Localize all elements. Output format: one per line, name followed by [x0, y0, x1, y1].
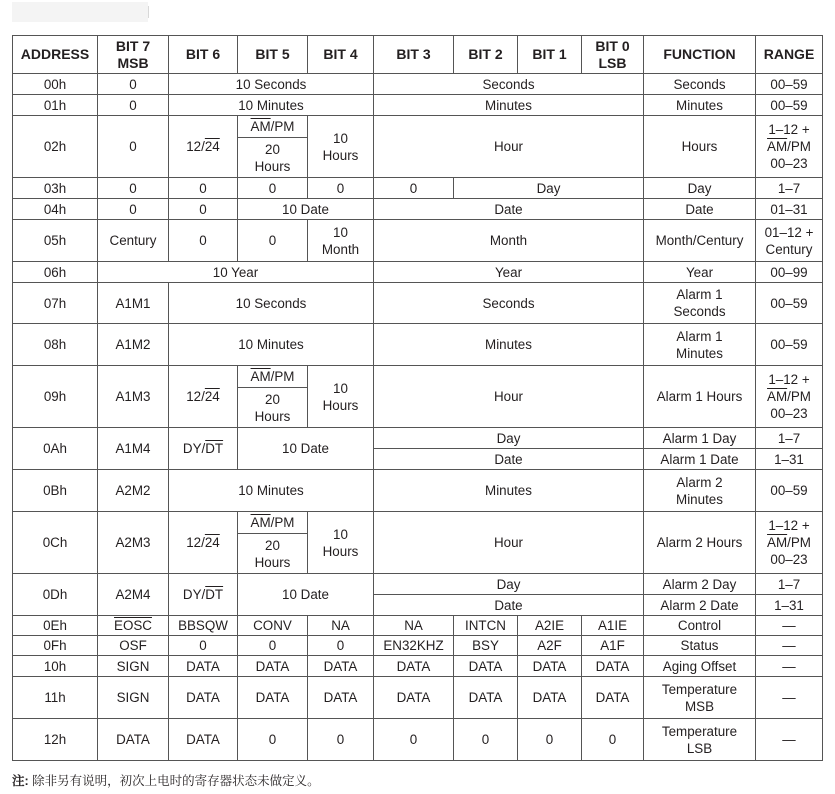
lower-field-cell: Minutes	[374, 95, 644, 116]
lower-field-cell: Month	[374, 220, 644, 262]
table-row	[13, 220, 823, 262]
address-cell: 06h	[13, 262, 98, 283]
range-cell: —	[756, 677, 823, 719]
dy-label: DY/	[182, 441, 206, 456]
range-cell	[756, 116, 823, 178]
table-row	[13, 470, 823, 512]
address-cell: 0Eh	[13, 616, 98, 636]
bit1-cell: A2IE	[518, 616, 582, 636]
function-cell: Alarm 1 Date	[644, 449, 756, 470]
bit6-cell: 0	[169, 178, 238, 199]
upper-field-cell: 10 Seconds	[169, 74, 374, 95]
upper-field-cell: 10 Year	[98, 262, 374, 283]
bit0-cell: DATA	[582, 656, 644, 677]
bit0-cell: A1IE	[582, 616, 644, 636]
bit4-cell: DATA	[308, 656, 374, 677]
bit6-cell	[169, 428, 238, 470]
pm-label: /PM	[270, 119, 295, 134]
bit7-cell: A2M4	[98, 574, 169, 616]
range-cell: 00–59	[756, 95, 823, 116]
address-cell: 09h	[13, 366, 98, 428]
upper-field-cell: 10 Minutes	[169, 95, 374, 116]
function-cell: Minutes	[644, 95, 756, 116]
header-bit2: BIT 2	[454, 36, 518, 74]
range-line: 1–12 +	[768, 122, 810, 137]
function-cell: Alarm 2 Day	[644, 574, 756, 595]
address-cell: 0Bh	[13, 470, 98, 512]
function-cell: Status	[644, 636, 756, 656]
bit4-cell: 10 Hours	[308, 512, 374, 574]
am-label: $\overline{AM}$	[250, 369, 271, 384]
bit4-cell: 10 Hours	[308, 366, 374, 428]
lower-field-cell: Seconds	[374, 283, 644, 324]
bit7-cell: OSF	[98, 636, 169, 656]
function-cell: Alarm 2 Hours	[644, 512, 756, 574]
bit5-cell: DATA	[238, 677, 308, 719]
bit5-cell: 20 Hours	[238, 138, 308, 178]
bit0-cell: 0	[582, 719, 644, 761]
bit3-cell: 0	[374, 178, 454, 199]
bit7-cell: 0	[98, 95, 169, 116]
table-row	[13, 283, 823, 324]
bit3-cell: DATA	[374, 656, 454, 677]
table-row	[13, 324, 823, 366]
function-cell: Alarm 1 Hours	[644, 366, 756, 428]
range-cell: 1–7	[756, 178, 823, 199]
bit6-cell	[169, 366, 238, 428]
lower-field-cell: Date	[374, 199, 644, 220]
dt-label: $\overline{DT}$	[205, 587, 224, 602]
function-cell: Temperature MSB	[644, 677, 756, 719]
ampm-cell	[238, 366, 308, 388]
range-line: 00–23	[770, 156, 808, 171]
range-line: 00–23	[770, 406, 808, 421]
table-row	[13, 512, 823, 534]
header-bit4: BIT 4	[308, 36, 374, 74]
table-row	[13, 428, 823, 449]
function-cell: Alarm 2 Minutes	[644, 470, 756, 512]
bit4-cell: 0	[308, 178, 374, 199]
lower-field-cell: Seconds	[374, 74, 644, 95]
bit7-cell: A1M4	[98, 428, 169, 470]
header-function: FUNCTION	[644, 36, 756, 74]
range-cell: —	[756, 719, 823, 761]
range-line: 1–12 +	[768, 372, 810, 387]
address-cell: 12h	[13, 719, 98, 761]
header-bit0: BIT 0 LSB	[582, 36, 644, 74]
function-cell: Hours	[644, 116, 756, 178]
function-cell: Aging Offset	[644, 656, 756, 677]
range-cell: 00–59	[756, 470, 823, 512]
address-cell: 0Dh	[13, 574, 98, 616]
footnote-label: 注:	[12, 774, 29, 788]
table-row	[13, 262, 823, 283]
lower-field-cell: Minutes	[374, 470, 644, 512]
bit2-cell: INTCN	[454, 616, 518, 636]
address-cell: 11h	[13, 677, 98, 719]
header-bit6: BIT 6	[169, 36, 238, 74]
bit7-cell: 0	[98, 178, 169, 199]
bit6-cell: DATA	[169, 719, 238, 761]
range-cell: —	[756, 656, 823, 677]
range-cell: —	[756, 616, 823, 636]
bit5-cell: 0	[238, 719, 308, 761]
header-bit5: BIT 5	[238, 36, 308, 74]
upper-field-cell: 10 Date	[238, 574, 374, 616]
am-label: $\overline{AM}$	[250, 119, 271, 134]
function-cell: Alarm 1 Day	[644, 428, 756, 449]
bit4-cell: 0	[308, 636, 374, 656]
bit3-cell: DATA	[374, 677, 454, 719]
bit3-cell: EN32KHZ	[374, 636, 454, 656]
am-label: $\overline{AM}$	[250, 515, 271, 530]
bit5-cell: 20 Hours	[238, 388, 308, 428]
upper-field-cell: 10 Minutes	[169, 324, 374, 366]
bit1-cell: DATA	[518, 656, 582, 677]
bit1-cell: 0	[518, 719, 582, 761]
bit6-cell: DATA	[169, 656, 238, 677]
lower-field-cell: Date	[374, 449, 644, 470]
table-row	[13, 74, 823, 95]
range-line: 00–23	[770, 552, 808, 567]
bit7-cell: 0	[98, 116, 169, 178]
lower-field-cell: Day	[454, 178, 644, 199]
range-pm: /PM	[787, 389, 811, 404]
bit5-cell: 0	[238, 636, 308, 656]
lower-field-cell: Minutes	[374, 324, 644, 366]
function-cell: Alarm 2 Date	[644, 595, 756, 616]
pm-label: /PM	[270, 369, 295, 384]
pm-label: /PM	[270, 515, 295, 530]
bit4-cell: 10 Month	[308, 220, 374, 262]
upper-field-cell: 10 Minutes	[169, 470, 374, 512]
bit2-cell: 0	[454, 719, 518, 761]
bit6-cell	[169, 116, 238, 178]
address-cell: 0Ah	[13, 428, 98, 470]
lower-field-cell: Hour	[374, 512, 644, 574]
bit6-cell: 0	[169, 199, 238, 220]
bit2-cell: BSY	[454, 636, 518, 656]
bit7-cell: EOSC	[98, 616, 169, 636]
table-row	[13, 677, 823, 719]
bit7-cell: DATA	[98, 719, 169, 761]
function-cell: Date	[644, 199, 756, 220]
footnote-text: 除非另有说明，初次上电时的寄存器状态未做定义。	[28, 774, 320, 788]
address-cell: 04h	[13, 199, 98, 220]
dt-label: $\overline{DT}$	[205, 441, 224, 456]
range-cell: 1–31	[756, 449, 823, 470]
bit2-cell: DATA	[454, 677, 518, 719]
address-cell: 0Fh	[13, 636, 98, 656]
function-cell: Temperature LSB	[644, 719, 756, 761]
bit7-cell: A1M1	[98, 283, 169, 324]
bit4-cell: 10 Hours	[308, 116, 374, 178]
table-row	[13, 719, 823, 761]
lower-field-cell: Hour	[374, 366, 644, 428]
function-cell: Day	[644, 178, 756, 199]
address-cell: 05h	[13, 220, 98, 262]
bit3-cell: NA	[374, 616, 454, 636]
table-row	[13, 636, 823, 656]
range-cell: 1–7	[756, 574, 823, 595]
bit7-cell: 0	[98, 199, 169, 220]
range-cell: 01–31	[756, 199, 823, 220]
range-cell: 00–59	[756, 74, 823, 95]
mode-12-label: 12/	[186, 535, 205, 550]
address-cell: 10h	[13, 656, 98, 677]
bit5-cell: 20 Hours	[238, 534, 308, 574]
range-am: $\overline{AM}$	[767, 535, 788, 550]
range-am: $\overline{AM}$	[767, 139, 788, 154]
bit4-cell: NA	[308, 616, 374, 636]
address-cell: 07h	[13, 283, 98, 324]
range-pm: /PM	[787, 535, 811, 550]
range-pm: /PM	[787, 139, 811, 154]
address-cell: 08h	[13, 324, 98, 366]
top-strip	[12, 2, 148, 22]
mode-24-label: 24	[204, 535, 220, 550]
function-cell: Year	[644, 262, 756, 283]
range-am: $\overline{AM}$	[767, 389, 788, 404]
table-row	[13, 574, 823, 595]
bit6-cell: BBSQW	[169, 616, 238, 636]
function-cell: Seconds	[644, 74, 756, 95]
header-bit3: BIT 3	[374, 36, 454, 74]
ampm-cell	[238, 116, 308, 138]
table-row	[13, 116, 823, 138]
bit5-cell: CONV	[238, 616, 308, 636]
header-address: ADDRESS	[13, 36, 98, 74]
lower-field-cell: Date	[374, 595, 644, 616]
range-cell: 01–12 + Century	[756, 220, 823, 262]
bit0-cell: A1F	[582, 636, 644, 656]
address-cell: 03h	[13, 178, 98, 199]
bit7-cell: A2M2	[98, 470, 169, 512]
bit5-cell: 0	[238, 220, 308, 262]
dy-label: DY/	[182, 587, 206, 602]
bit1-cell: DATA	[518, 677, 582, 719]
lower-field-cell: Day	[374, 574, 644, 595]
bit4-cell: 0	[308, 719, 374, 761]
header-bit1: BIT 1	[518, 36, 582, 74]
bit6-cell: DATA	[169, 677, 238, 719]
function-cell: Month/Century	[644, 220, 756, 262]
bit6-cell: 0	[169, 636, 238, 656]
ampm-cell	[238, 512, 308, 534]
mode-24-label: 24	[204, 389, 220, 404]
range-cell: —	[756, 636, 823, 656]
bit7-cell: A1M3	[98, 366, 169, 428]
range-cell: 00–99	[756, 262, 823, 283]
bit7-cell: A2M3	[98, 512, 169, 574]
function-cell: Alarm 1 Seconds	[644, 283, 756, 324]
bit4-cell: DATA	[308, 677, 374, 719]
bit2-cell: DATA	[454, 656, 518, 677]
mode-24-label: 24	[204, 139, 220, 154]
footnote	[12, 771, 320, 789]
bit7-cell: Century	[98, 220, 169, 262]
bit3-cell: 0	[374, 719, 454, 761]
header-range: RANGE	[756, 36, 823, 74]
table-row	[13, 366, 823, 388]
top-strip-divider	[148, 6, 149, 18]
address-cell: 01h	[13, 95, 98, 116]
header-row	[13, 36, 823, 74]
register-map-table	[12, 35, 823, 761]
upper-field-cell: 10 Seconds	[169, 283, 374, 324]
bit0-cell: DATA	[582, 677, 644, 719]
bit6-cell	[169, 512, 238, 574]
bit5-cell: DATA	[238, 656, 308, 677]
bit7-cell: SIGN	[98, 656, 169, 677]
function-cell: Control	[644, 616, 756, 636]
lower-field-cell: Hour	[374, 116, 644, 178]
range-cell	[756, 512, 823, 574]
range-cell: 00–59	[756, 283, 823, 324]
bit7-cell: SIGN	[98, 677, 169, 719]
table-row	[13, 656, 823, 677]
bit6-cell	[169, 574, 238, 616]
table-row	[13, 199, 823, 220]
range-cell: 00–59	[756, 324, 823, 366]
range-cell: 1–7	[756, 428, 823, 449]
table-row	[13, 616, 823, 636]
upper-field-cell: 10 Date	[238, 199, 374, 220]
bit6-cell: 0	[169, 220, 238, 262]
range-line: 1–12 +	[768, 518, 810, 533]
bit5-cell: 0	[238, 178, 308, 199]
address-cell: 00h	[13, 74, 98, 95]
upper-field-cell: 10 Date	[238, 428, 374, 470]
function-cell: Alarm 1 Minutes	[644, 324, 756, 366]
range-cell	[756, 366, 823, 428]
address-cell: 0Ch	[13, 512, 98, 574]
header-bit7: BIT 7 MSB	[98, 36, 169, 74]
range-cell: 1–31	[756, 595, 823, 616]
mode-12-label: 12/	[186, 389, 205, 404]
mode-12-label: 12/	[186, 139, 205, 154]
lower-field-cell: Day	[374, 428, 644, 449]
bit1-cell: A2F	[518, 636, 582, 656]
lower-field-cell: Year	[374, 262, 644, 283]
table-row	[13, 95, 823, 116]
bit7-cell: 0	[98, 74, 169, 95]
bit7-cell: A1M2	[98, 324, 169, 366]
address-cell: 02h	[13, 116, 98, 178]
table-row	[13, 178, 823, 199]
